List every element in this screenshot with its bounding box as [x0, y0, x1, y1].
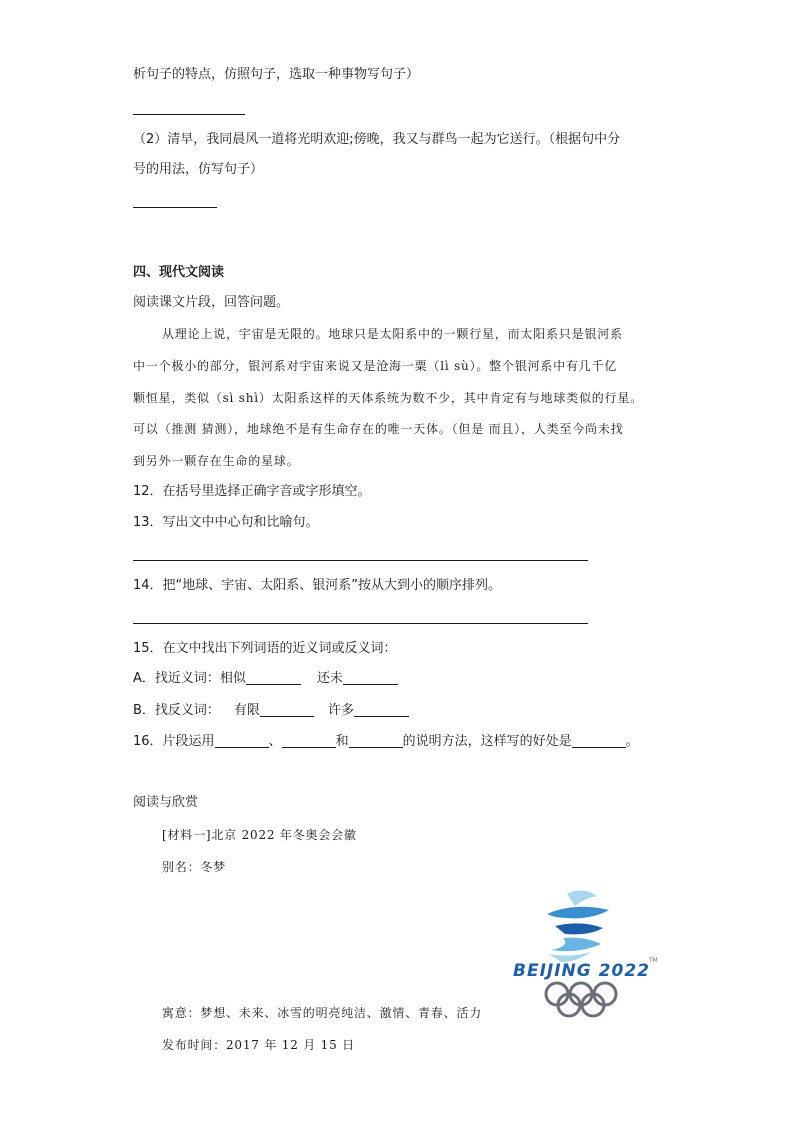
passage-line: 从理论上说，宇宙是无限的。地球只是太阳系中的一颗行星，而太阳系只是银河系	[162, 327, 623, 341]
passage-line: 到另外一颗存在生命的星球。	[133, 454, 300, 468]
q2-line2: 号的用法，仿写句子）	[133, 162, 264, 177]
dong-ribbon-icon	[547, 890, 609, 962]
answer-line	[133, 623, 588, 624]
blank[interactable]	[246, 671, 301, 685]
answer-line	[133, 207, 217, 208]
alias: 别名：冬梦	[162, 860, 227, 874]
prev-question-line: 析句子的特点，仿照句子，选取一种事物写句子）	[133, 67, 420, 82]
q15b-word2: 许多	[327, 703, 354, 718]
passage-line: 可以（推测 猜测），地球绝不是有生命存在的唯一天体。（但是 而且），人类至今尚未找	[133, 422, 624, 436]
q16-sep2: 和	[335, 734, 349, 749]
question-12: 12．在括号里选择正确字音或字形填空。	[133, 484, 371, 499]
blank[interactable]	[260, 703, 314, 717]
question-15b	[133, 703, 409, 719]
blank[interactable]	[343, 671, 398, 685]
passage-line: 颗恒星，类似（sì shì）太阳系这样的天体系统为数不少，其中肯定有与地球类似的行星。	[133, 391, 643, 405]
question-15a	[133, 671, 398, 687]
question-13: 13．写出文中中心句和比喻句。	[133, 515, 319, 530]
beijing-2022-emblem	[505, 880, 665, 1020]
reading-heading: 阅读与欣赏	[133, 795, 199, 810]
q16-sep1: 、	[268, 734, 282, 749]
q2-line1: （2）清早，我同晨风一道将光明欢迎;傍晚，我又与群鸟一起为它送行。（根据句中分	[133, 132, 621, 147]
blank[interactable]	[349, 734, 403, 748]
answer-line	[133, 560, 588, 561]
section-heading: 四、现代文阅读	[133, 265, 225, 280]
emblem-meaning: 寓意：梦想、未来、冰雪的明亮纯洁、激情、青春、活力	[162, 1006, 483, 1020]
question-16	[133, 734, 639, 750]
q16-prefix: 16．片段运用	[133, 734, 215, 749]
blank[interactable]	[215, 734, 269, 748]
material-title: [材料一]北京 2022 年冬奥会会徽	[162, 828, 357, 842]
passage-line: 中一个极小的部分，银河系对宇宙来说又是沧海一粟（lì sù）。整个银河系中有几千亿	[133, 359, 618, 373]
q15a-word2: 还未	[316, 671, 343, 686]
trademark-mark: TM	[649, 957, 658, 964]
q16-end: 。	[625, 734, 639, 749]
q15b-label: B．找反义词：	[133, 703, 220, 718]
question-15: 15．在文中找出下列词语的近义词或反义词：	[133, 641, 397, 656]
blank[interactable]	[354, 703, 409, 717]
q15b-word1: 有限	[233, 703, 260, 718]
q15a-label: A．找近义词：相似	[133, 671, 246, 686]
answer-line	[133, 114, 245, 115]
question-14: 14．把“地球、宇宙、太阳系、银河系”按从大到小的顺序排列。	[133, 578, 502, 593]
blank[interactable]	[282, 734, 336, 748]
q16-mid: 的说明方法，这样写的好处是	[402, 734, 572, 749]
emblem-wordmark: BEIJING 2022	[513, 961, 649, 981]
release-date: 发布时间：2017 年 12 月 15 日	[162, 1038, 355, 1052]
olympic-rings-icon	[546, 983, 616, 1016]
blank[interactable]	[572, 734, 626, 748]
instruction: 阅读课文片段，回答问题。	[133, 295, 290, 310]
